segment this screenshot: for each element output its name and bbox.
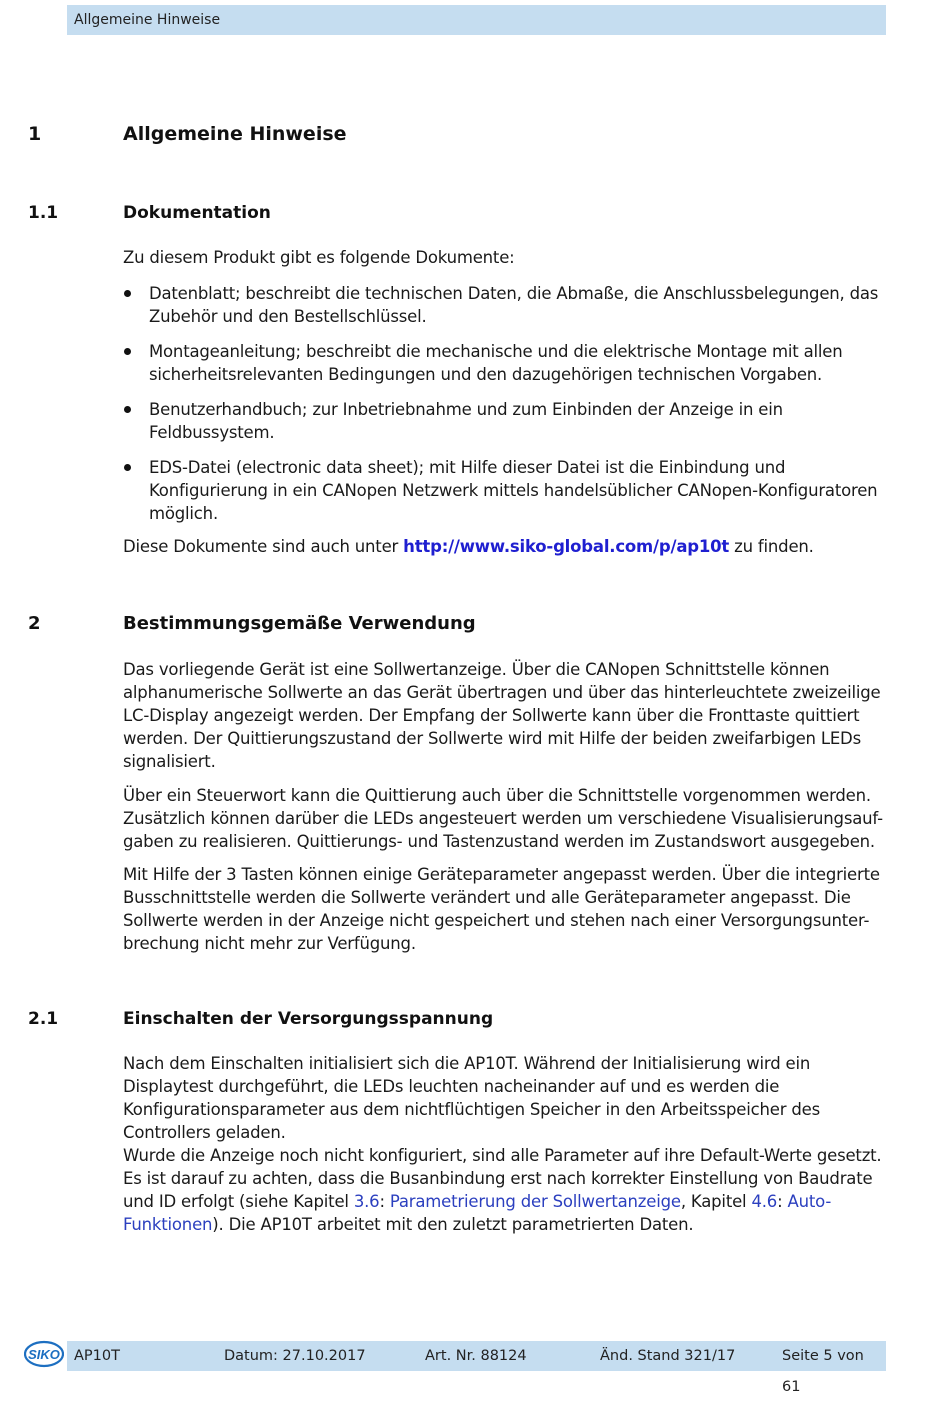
text-fragment: ). Die AP10T arbeitet mit den zuletzt parametrierten Daten. <box>212 1215 694 1234</box>
section-number: 1 <box>28 123 42 145</box>
product-website-link[interactable]: http://www.siko-global.com/p/ap10t <box>403 537 730 556</box>
list-item-text: Benutzerhandbuch; zur Inbetriebnahme und zum Einbinden der Anzeige in ein Feldbussystem. <box>149 400 783 442</box>
page-header <box>67 5 886 35</box>
bullet-icon <box>124 348 131 355</box>
section-title: Dokumentation <box>123 203 271 223</box>
document-list <box>123 282 883 537</box>
footer-product: AP10T <box>74 1348 120 1364</box>
chapter-ref-title-link[interactable]: Auto-Funktionen <box>123 1192 832 1234</box>
text-fragment: zu finden. <box>729 537 814 556</box>
footer-revision: Änd. Stand 321/17 <box>600 1348 736 1364</box>
chapter-ref-title-link[interactable]: Parametrierung der Sollwertanzeige <box>389 1192 681 1211</box>
list-item-text: Montageanleitung; beschreibt die mechanische und die elektrische Montage mit allen sicherheitsrelevanten Bedingungen und den dazugehörigen technischen Vorgaben. <box>149 342 843 384</box>
footer-page-number: Seite 5 von 61 <box>782 1348 864 1395</box>
bullet-icon <box>124 406 131 413</box>
section-title: Bestimmungsgemäße Verwendung <box>123 613 476 634</box>
list-item-text: Datenblatt; beschreibt die technischen Daten, die Abmaße, die Anschlussbelegungen, das Zubehör und den Bestellschlüssel. <box>149 284 879 326</box>
section-number: 2 <box>28 613 41 634</box>
text-fragment: Diese Dokumente sind auch unter <box>123 537 404 556</box>
footer-article-number: Art. Nr. 88124 <box>425 1348 527 1364</box>
header-title: Allgemeine Hinweise <box>74 12 221 28</box>
text-fragment: Wurde die Anzeige noch nicht konfiguriert, sind alle Parameter auf ihre Default-Werte gesetzt. Es ist darauf zu achten, dass die Busanbindung erst nach korrekter Einstellung von Baudrate und ID erfolgt (siehe Kapitel <box>123 1146 882 1211</box>
footer-date: Datum: 27.10.2017 <box>224 1348 366 1364</box>
list-item <box>123 340 883 386</box>
documents-location-paragraph <box>123 535 883 558</box>
text-fragment: : <box>777 1192 788 1211</box>
list-item <box>123 456 883 525</box>
list-item <box>123 398 883 444</box>
siko-logo <box>24 1340 64 1368</box>
list-item <box>123 282 883 328</box>
list-item-text: EDS-Datei (electronic data sheet); mit Hilfe dieser Datei ist die Einbindung und Konfigurierung in ein CANopen Netzwerk mittels handelsüblicher CANopen-Konfiguratoren möglich. <box>149 458 878 523</box>
section-number: 1.1 <box>28 203 59 223</box>
default-values-paragraph <box>123 1144 883 1236</box>
section-title: Einschalten der Versorgungsspannung <box>123 1009 494 1029</box>
text-fragment: , Kapitel <box>680 1192 752 1211</box>
section-number: 2.1 <box>28 1009 59 1029</box>
paragraph: Mit Hilfe der 3 Tasten können einige Geräteparameter angepasst werden. Über die integrierte Busschnittstelle werden die Sollwerte verändert und alle Geräteparameter angepasst. Die Sollwerte werden in der Anzeige nicht gespeichert und stehen nach einer Versorgungsunter-brechung nicht mehr zur Verfügung. <box>123 865 880 953</box>
bullet-icon <box>124 290 131 297</box>
chapter-ref-number-link[interactable]: 3.6 <box>353 1192 380 1211</box>
paragraph: Das vorliegende Gerät ist eine Sollwertanzeige. Über die CANopen Schnittstelle können alphanumerische Sollwerte an das Gerät übertragen und über das hinterleuchtete zweizeilige LC-Display angezeigt werden. Der Empfang der Sollwerte kann über die Fronttaste quittiert werden. Der Quittierungszustand der Sollwerte wird mit Hilfe der beiden zweifarbigen LEDs signalisiert. <box>123 660 881 771</box>
page-footer <box>67 1341 886 1395</box>
paragraph: Nach dem Einschalten initialisiert sich die AP10T. Während der Initialisierung wird ein Displaytest durchgeführt, die LEDs leuchten nacheinander auf und es werden die Konfigurationsparameter aus dem nichtflüchtigen Speicher in den Arbeitsspeicher des Controllers geladen. <box>123 1054 820 1142</box>
logo-text: SIKO <box>28 1347 60 1362</box>
bullet-icon <box>124 464 131 471</box>
intro-paragraph: Zu diesem Produkt gibt es folgende Dokumente: <box>123 248 515 267</box>
paragraph: Über ein Steuerwort kann die Quittierung auch über die Schnittstelle vorgenommen werden. Zusätzlich können darüber die LEDs angesteuert werden um verschiedene Visualisierungsauf-gaben zu realisieren. Quittierungs- und Tastenzustand werden im Zustandswort ausgegeben. <box>123 786 883 851</box>
chapter-ref-number-link[interactable]: 4.6 <box>751 1192 778 1211</box>
text-fragment: : <box>379 1192 390 1211</box>
section-title: Allgemeine Hinweise <box>123 123 347 145</box>
